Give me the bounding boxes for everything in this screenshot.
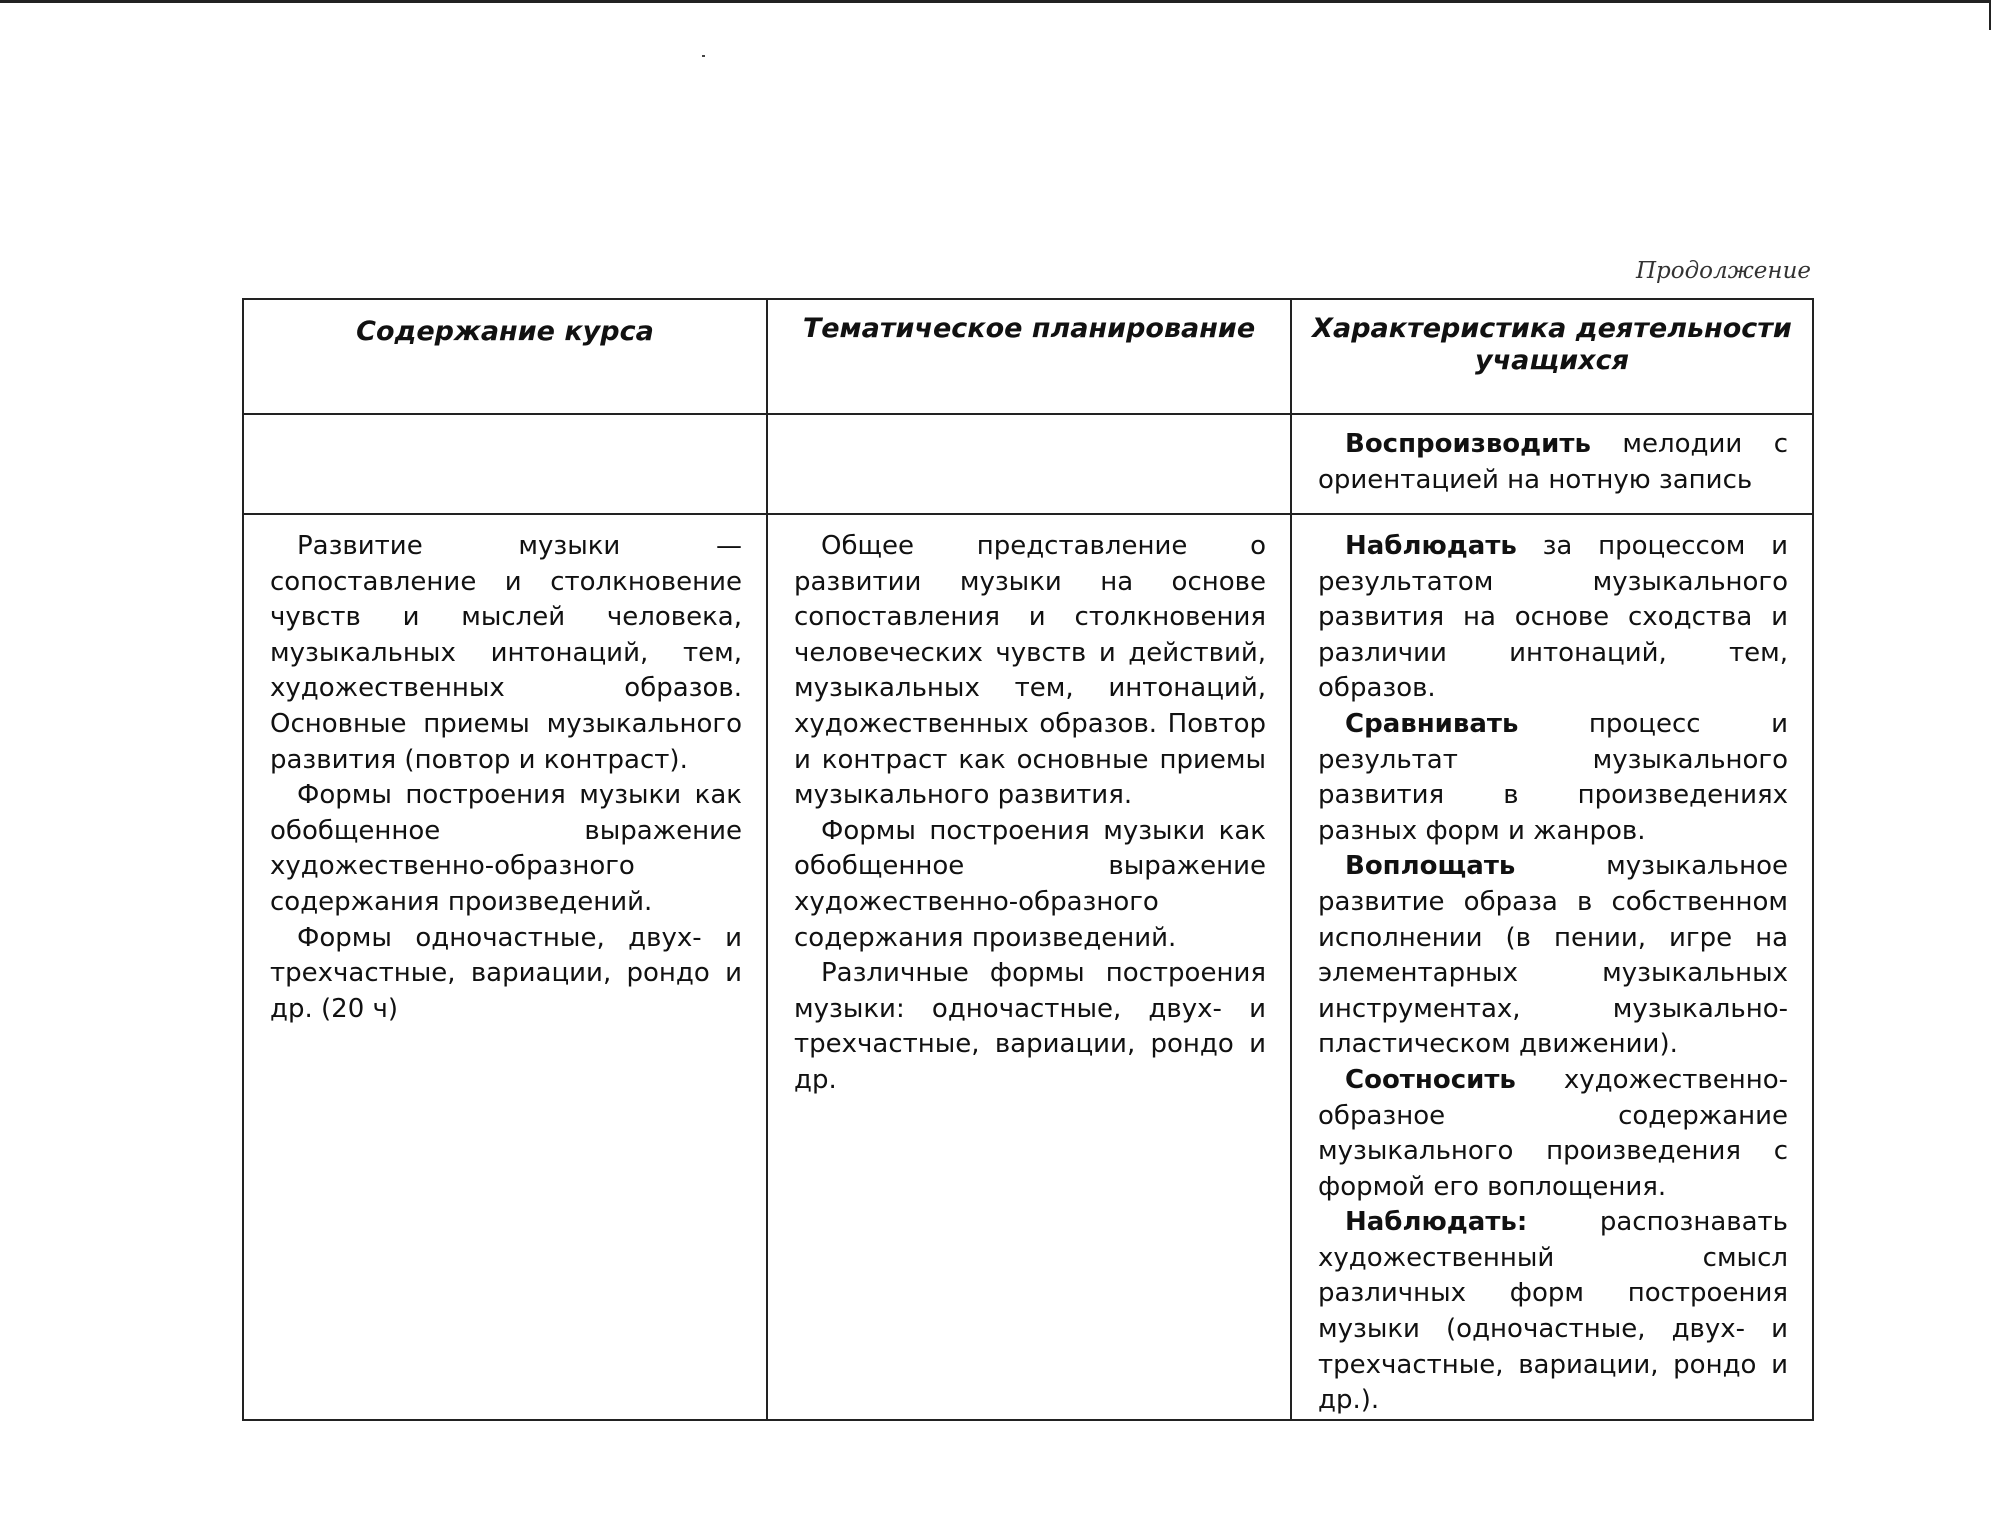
activity-item — [1318, 427, 1788, 498]
activity-description: за процессом и результатом музыкального развития на основе сходства и различии интонаций, тем, образов. — [1318, 531, 1788, 704]
activity-description: музыкальное развитие образа в собственном исполнении (в пении, игре на элементарных музыкальных инструментах, музыкально-пластическом движении). — [1318, 851, 1788, 1060]
activity-item — [1318, 707, 1788, 849]
activity-verb: Сравнивать — [1345, 708, 1519, 739]
row2-planning-text — [768, 515, 1290, 1099]
content-paragraph: Формы одночастные, двух- и трехчастные, вариации, рондо и др. (20 ч) — [270, 922, 742, 1024]
header-row — [243, 299, 1813, 414]
activity-verb: Соотносить — [1345, 1064, 1516, 1095]
activity-description: мелодии с ориентацией на нотную запись — [1318, 429, 1788, 495]
content-paragraph: Формы построения музыки как обобщенное выражение художественно-образного содержания произведений. — [270, 780, 742, 917]
table-row — [243, 414, 1813, 514]
content-paragraph: Развитие музыки — сопоставление и столкновение чувств и мыслей человека, музыкальных интонаций, тем, художественных образов. Основные приемы музыкального развития (повтор и контраст). — [270, 531, 742, 775]
row2-activity-text — [1292, 515, 1812, 1419]
activity-description: процесс и результат музыкального развития в произведениях разных форм и жанров. — [1318, 708, 1788, 846]
activity-item — [1318, 1063, 1788, 1205]
activity-item — [1318, 849, 1788, 1063]
page-top-edge — [0, 0, 1991, 3]
row2-activity-cell — [1291, 514, 1813, 1420]
activity-description: распознавать художественный смысл различных форм построения музыки (одночастные, двух- и трехчастные, вариации, рондо и др.). — [1318, 1207, 1788, 1416]
activity-item — [1318, 529, 1788, 707]
row1-activity-cell — [1291, 414, 1813, 514]
row1-activity-text — [1292, 415, 1812, 498]
activity-item — [1318, 1205, 1788, 1419]
continuation-label: Продолжение — [1635, 258, 1811, 284]
scan-speck — [702, 55, 705, 57]
header-thematic-planning: Тематическое планирование — [767, 299, 1291, 414]
header-course-content: Содержание курса — [243, 299, 767, 414]
planning-paragraph: Различные формы построения музыки: одночастные, двух- и трехчастные, вариации, рондо и др. — [794, 958, 1266, 1095]
planning-paragraph: Общее представление о развитии музыки на основе сопоставления и столкновения человеческих чувств и действий, музыкальных тем, интонаций, художественных образов. Повтор и контраст как основные приемы музыкального развития. — [794, 531, 1266, 811]
planning-paragraph: Формы построения музыки как обобщенное выражение художественно-образного содержания произведений. — [794, 815, 1266, 953]
curriculum-table — [242, 298, 1814, 1421]
row1-planning-cell — [767, 414, 1291, 514]
activity-description: художественно-образное содержание музыкального произведения с формой его воплощения. — [1318, 1064, 1788, 1202]
row1-content-cell — [243, 414, 767, 514]
activity-verb: Воспроизводить — [1345, 429, 1591, 459]
row2-content-text — [244, 515, 766, 1027]
table-row — [243, 514, 1813, 1420]
header-student-activity: Характеристика деятельности учащихся — [1291, 299, 1813, 414]
row2-planning-cell — [767, 514, 1291, 1420]
activity-verb: Наблюдать: — [1345, 1207, 1528, 1238]
row2-content-cell — [243, 514, 767, 1420]
activity-verb: Воплощать — [1345, 851, 1516, 882]
activity-verb: Наблюдать — [1345, 531, 1517, 561]
